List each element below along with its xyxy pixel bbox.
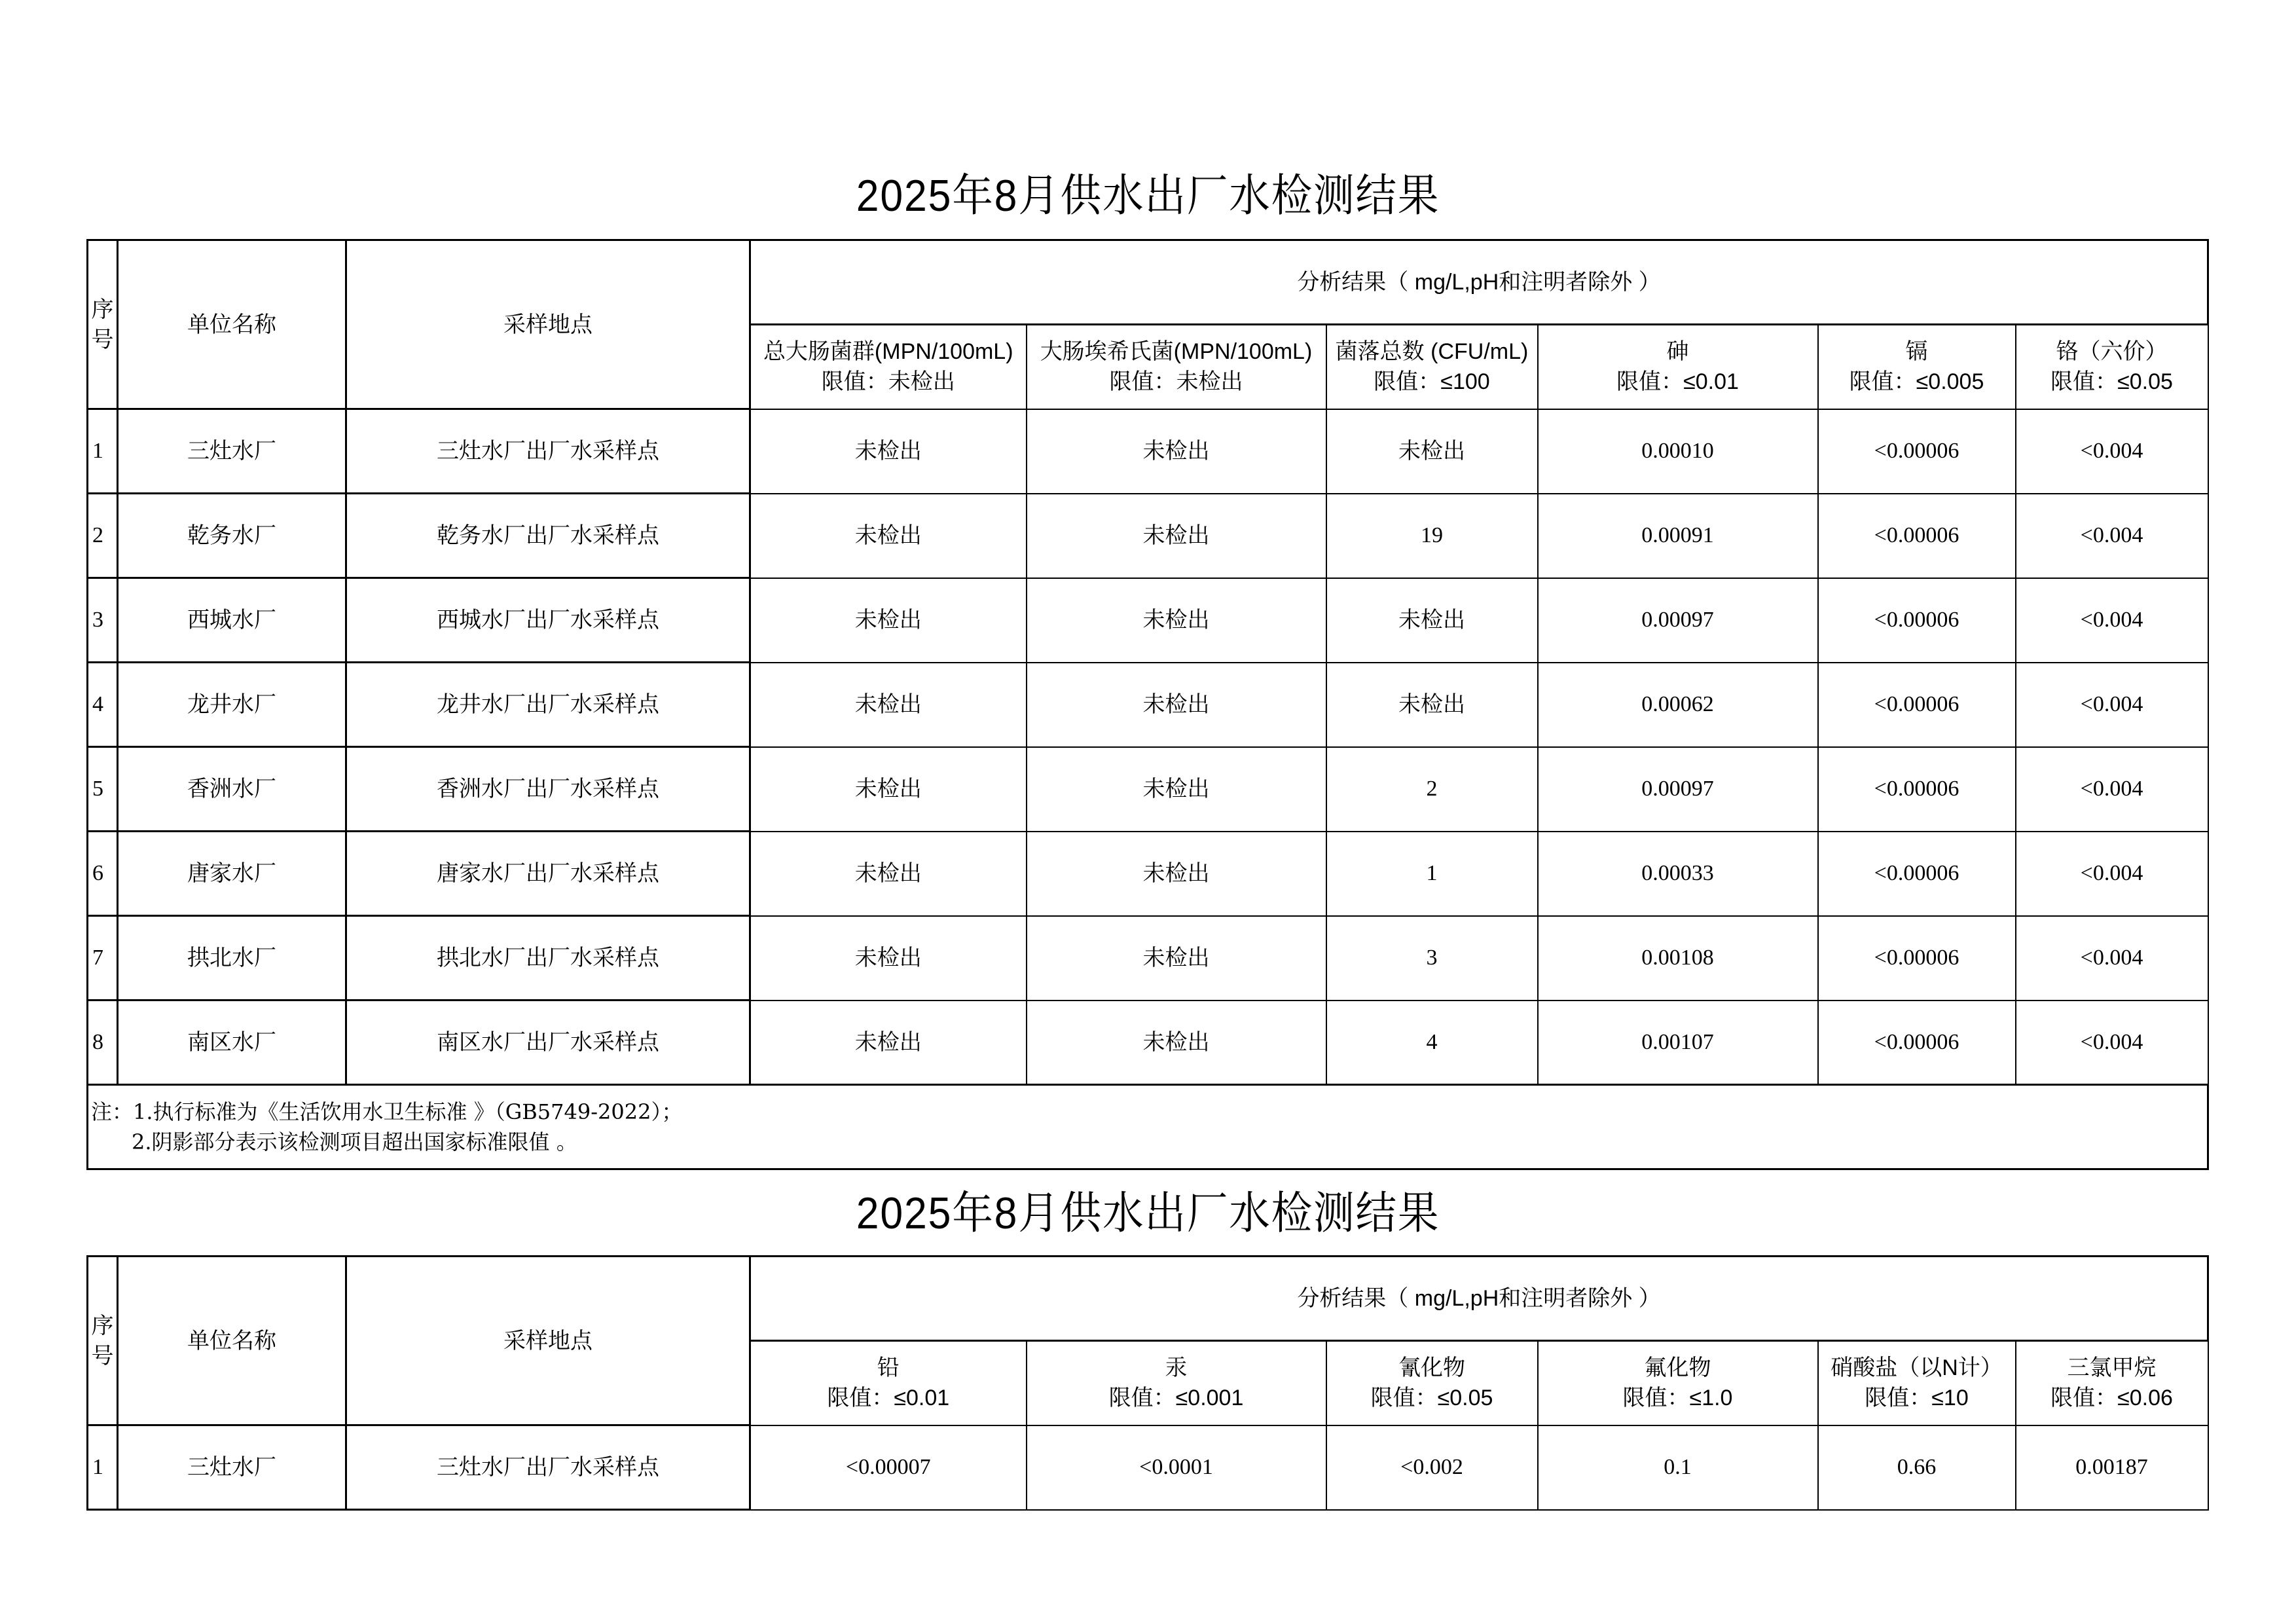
header-param: 菌落总数 (CFU/mL) 限值：≤100 — [1326, 325, 1538, 409]
table-row: 2 乾务水厂 乾务水厂出厂水采样点 未检出 未检出 19 0.00091 <0.00006 <0.004 — [88, 494, 2208, 578]
header-param: 氰化物 限值：≤0.05 — [1326, 1341, 1538, 1425]
table-row: 5 香洲水厂 香洲水厂出厂水采样点 未检出 未检出 2 0.00097 <0.00006 <0.004 — [88, 747, 2208, 832]
notes — [88, 1085, 2208, 1169]
header-param: 三氯甲烷 限值：≤0.06 — [2016, 1341, 2208, 1425]
note-shading: 2.阴影部分表示该检测项目超出国家标准限值 。 — [132, 1129, 577, 1154]
table-row: 4 龙井水厂 龙井水厂出厂水采样点 未检出 未检出 未检出 0.00062 <0.00006 <0.004 — [88, 663, 2208, 747]
header-param: 镉 限值：≤0.005 — [1818, 325, 2016, 409]
header-unit-name: 单位名称 — [118, 240, 346, 409]
table-row: 3 西城水厂 西城水厂出厂水采样点 未检出 未检出 未检出 0.00097 <0.00006 <0.004 — [88, 578, 2208, 663]
header-param: 铅 限值：≤0.01 — [750, 1341, 1027, 1425]
page-title-2: 2025年8月供水出厂水检测结果 — [856, 1188, 1440, 1238]
header-unit-name: 单位名称 — [118, 1257, 346, 1425]
header-seq: 序 号 — [88, 240, 118, 409]
header-param: 汞 限值：≤0.001 — [1027, 1341, 1326, 1425]
header-param: 硝酸盐（以N计） 限值：≤10 — [1818, 1341, 2016, 1425]
header-param: 氟化物 限值：≤1.0 — [1538, 1341, 1818, 1425]
table-row: 7 拱北水厂 拱北水厂出厂水采样点 未检出 未检出 3 0.00108 <0.00006 <0.004 — [88, 916, 2208, 1001]
page-title: 2025年8月供水出厂水检测结果 — [856, 171, 1440, 221]
header-param: 铬（六价） 限值：≤0.05 — [2016, 325, 2208, 409]
results-table-chemicals — [86, 1255, 2209, 1511]
header-analysis-results: 分析结果（ mg/L,pH和注明者除外 ） — [750, 1257, 2208, 1341]
header-seq: 序 号 — [88, 1257, 118, 1425]
header-analysis-results: 分析结果（ mg/L,pH和注明者除外 ） — [750, 240, 2208, 325]
results-table-microbial-metals — [86, 239, 2209, 1170]
header-param: 大肠埃希氏菌(MPN/100mL) 限值：未检出 — [1027, 325, 1326, 409]
header-param: 总大肠菌群(MPN/100mL) 限值：未检出 — [750, 325, 1027, 409]
table-row: 1 三灶水厂 三灶水厂出厂水采样点 <0.00007 <0.0001 <0.002 0.1 0.66 0.00187 — [88, 1425, 2208, 1510]
table-row: 1 三灶水厂 三灶水厂出厂水采样点 未检出 未检出 未检出 0.00010 <0.00006 <0.004 — [88, 409, 2208, 494]
header-param: 砷 限值：≤0.01 — [1538, 325, 1818, 409]
header-sample-site: 采样地点 — [346, 240, 750, 409]
note-standard: 注：1.执行标准为《生活饮用水卫生标准 》（GB5749-2022）； — [91, 1099, 683, 1124]
header-sample-site: 采样地点 — [346, 1257, 750, 1425]
table-row: 8 南区水厂 南区水厂出厂水采样点 未检出 未检出 4 0.00107 <0.00006 <0.004 — [88, 1001, 2208, 1085]
table-row: 6 唐家水厂 唐家水厂出厂水采样点 未检出 未检出 1 0.00033 <0.00006 <0.004 — [88, 832, 2208, 916]
